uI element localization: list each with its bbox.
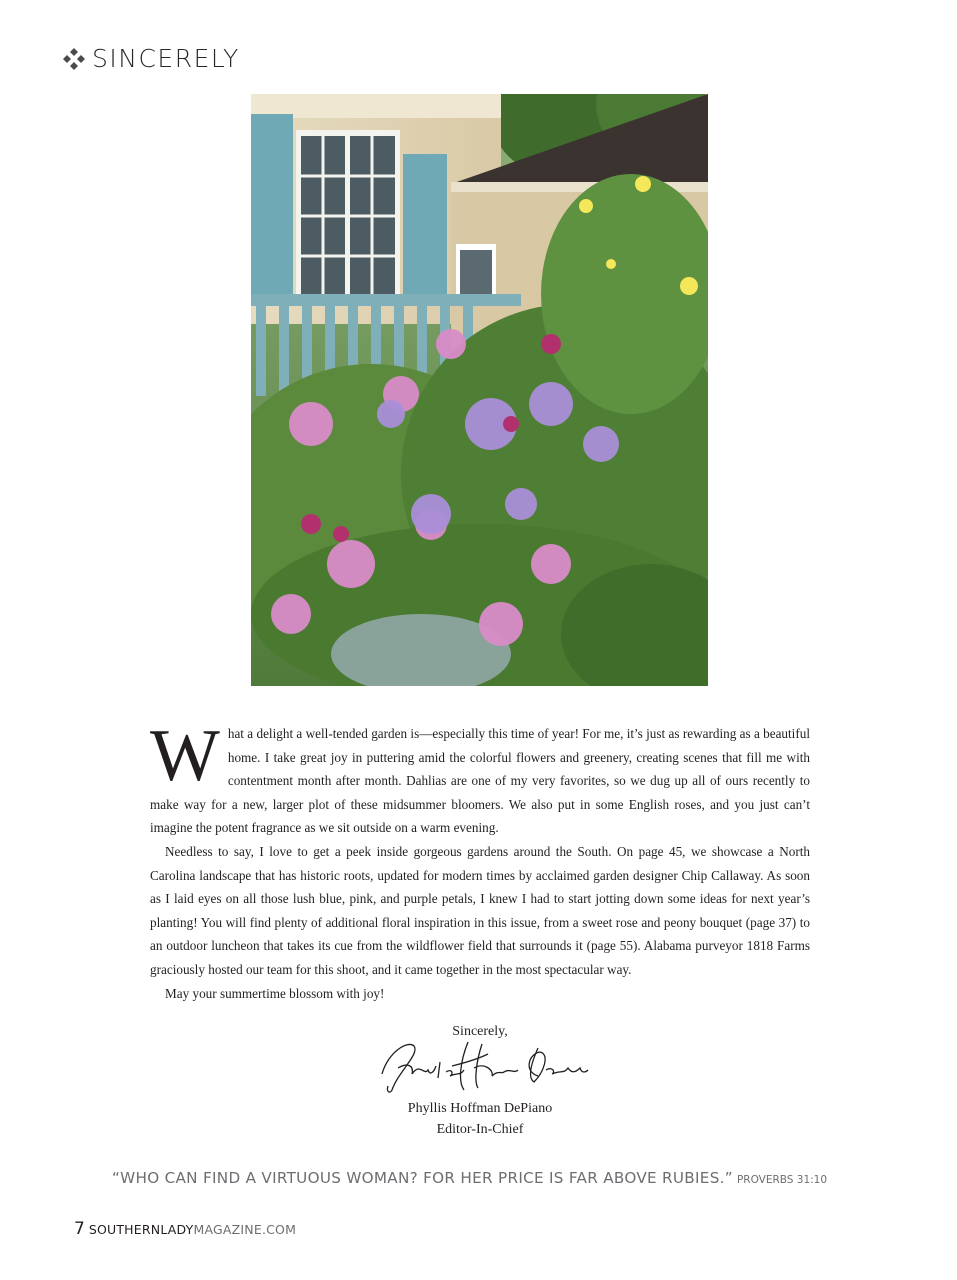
quote-text: “WHO CAN FIND A VIRTUOUS WOMAN? FOR HER PRICE IS FAR ABOVE RUBIES.” (112, 1169, 733, 1187)
editor-name: Phyllis Hoffman DePiano (407, 1101, 553, 1116)
salutation: Sincerely, (452, 1024, 508, 1039)
site-name-bold: SOUTHERNLADY (88, 1222, 194, 1237)
drop-cap: W (150, 715, 220, 797)
page-footer (74, 1219, 296, 1239)
pull-quote (112, 1168, 872, 1187)
section-header (62, 44, 240, 73)
letter-paragraph-1 (150, 715, 810, 840)
section-title: SINCERELY (92, 44, 240, 73)
garden-photo (251, 94, 708, 686)
letter-paragraph-3: May your summertime blossom with joy! (165, 985, 385, 1001)
editor-letter (150, 715, 810, 1005)
site-name-light: MAGAZINE.COM (193, 1222, 297, 1237)
letter-paragraph-2: Needless to say, I love to get a peek inside gorgeous gardens around the South. On page 45, we showcase a North Carolina landscape that has historic roots, updated for modern times by acclaimed garden designer Chip Callaway. As soon as I laid eyes on all those lush blue, pink, and purple petals, I knew I had to start jotting down some ideas for next year’s planting! You will find plenty of additional floral inspiration in this issue, from a sweet rose and peony bouquet (page 37) to an outdoor luncheon that takes its cue from the wildflower field that surrounds it (page 55). Alabama purveyor 1818 Farms graciously hosted our team for this shoot, and it came together in the most spectacular way. (150, 843, 810, 977)
quote-source: PROVERBS 31:10 (736, 1174, 828, 1186)
letter-paragraph-1-text: hat a delight a well-tended garden is—especially this time of year! For me, it’s just as rewarding as a beautiful home. I take great joy in puttering amid the colorful flowers and greenery, creating scenes that fill me with contentment month after month. Dahlias are one of my very favorites, so we dug up all of ours recently to make way for a new, larger plot of these midsummer bloomers. We also put in some English roses, and you just can’t imagine the potent fragrance as we sit outside on a warm evening. (150, 726, 810, 836)
editor-title: Editor-In-Chief (436, 1122, 524, 1137)
signature (368, 1032, 590, 1098)
four-diamond-ornament-icon (62, 47, 86, 71)
page-number: 7 (74, 1219, 85, 1239)
